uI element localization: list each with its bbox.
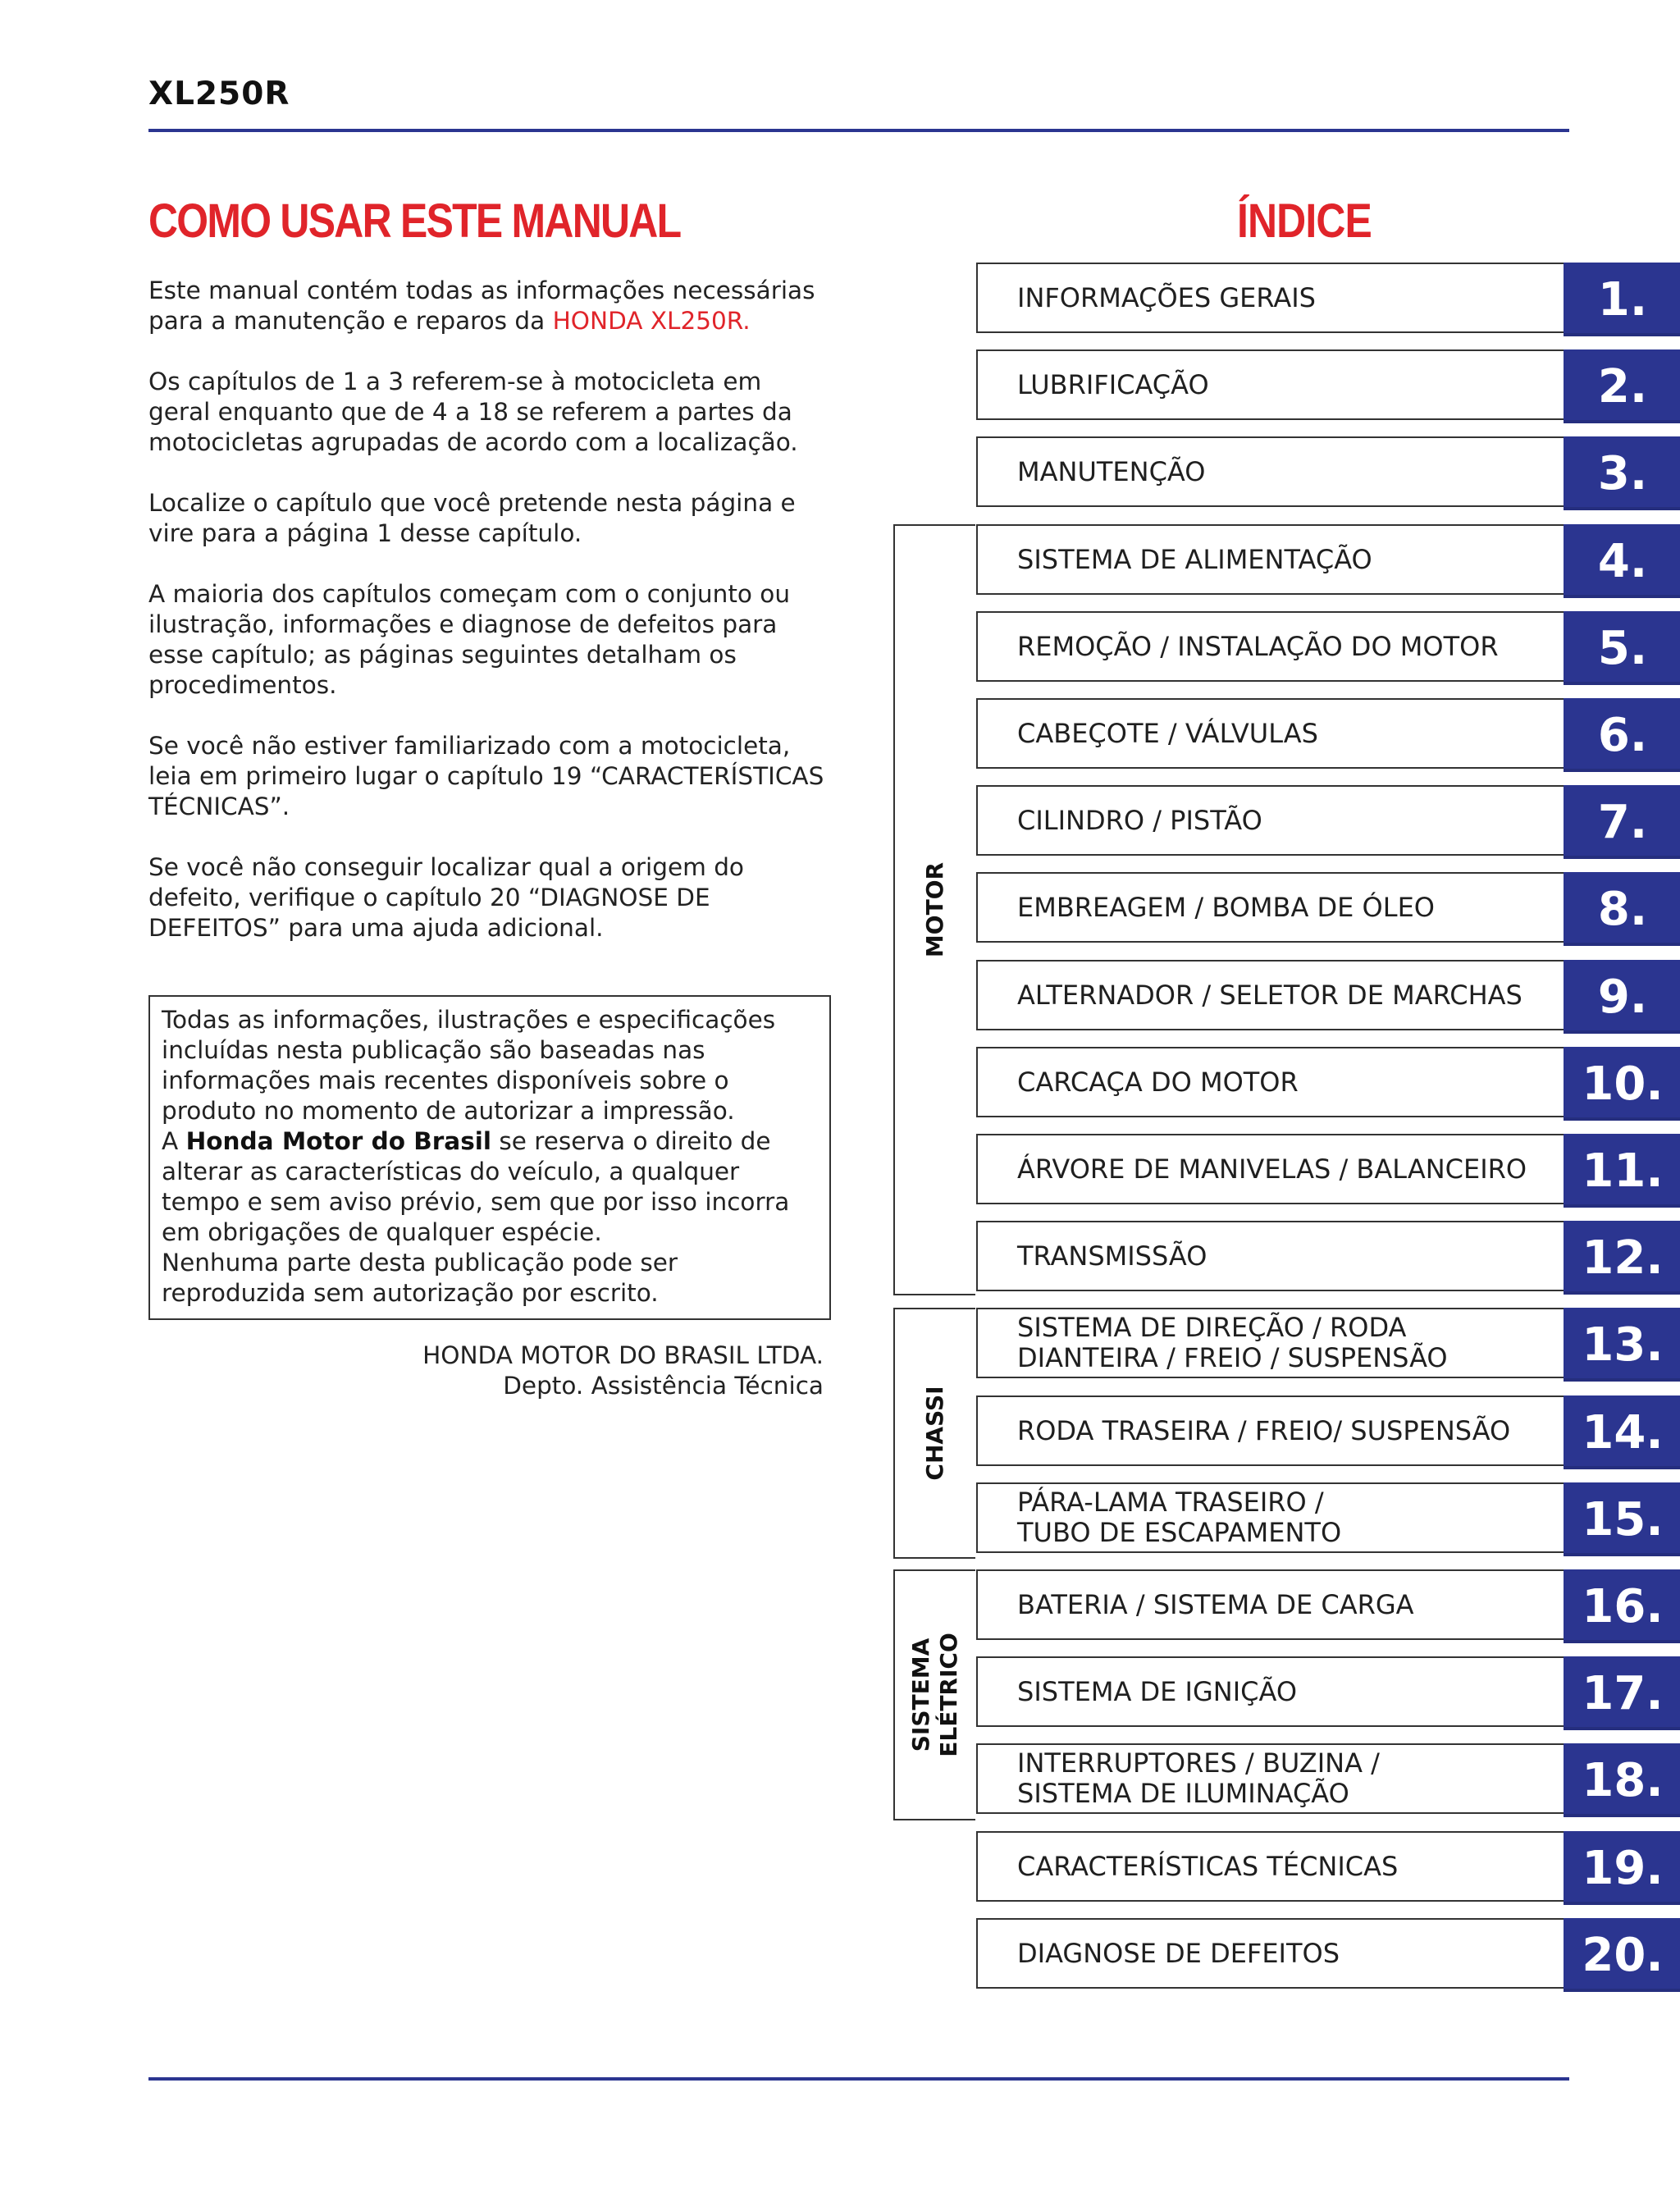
chapter-entry[interactable] [976,1918,1680,1992]
chapter-title-line1: ALTERNADOR / SELETOR DE MARCHAS [1017,979,1522,1011]
chapter-entry[interactable] [976,611,1680,685]
chapter-title-box[interactable] [976,1134,1564,1204]
chapter-number-tab[interactable]: 19. [1564,1831,1680,1905]
chapter-title-line2: DIANTEIRA / FREIO / SUSPENSÃO [1017,1342,1448,1373]
chapter-title [1017,1939,1340,1969]
chapter-entry[interactable] [976,1395,1680,1469]
paragraph-diagnosis: Se você não conseguir localizar qual a origem do defeito, verifique o capítulo 20 “DIAGNOSE DE DEFEITOS” para uma ajuda adicional. [148,853,744,942]
chapter-entry[interactable] [976,263,1680,336]
group-label-eletrico: SISTEMA ELÉTRICO [907,1633,962,1757]
chapter-title-line1: BATERIA / SISTEMA DE CARGA [1017,1588,1414,1620]
group-label-chassi: CHASSI [921,1386,948,1481]
chapter-title-line1: ÁRVORE DE MANIVELAS / BALANCEIRO [1017,1153,1527,1185]
chapter-title-box[interactable] [976,1656,1564,1727]
chapter-number-tab[interactable]: 15. [1564,1482,1680,1556]
model-title: XL250R [148,75,290,112]
chapter-title [1017,1154,1527,1185]
chapter-title [1017,1313,1448,1373]
chapter-entry[interactable] [976,960,1680,1034]
company-name: HONDA MOTOR DO BRASIL LTDA. [422,1341,824,1369]
group-motor [893,524,975,1295]
chapter-number-tab[interactable]: 12. [1564,1221,1680,1295]
chapter-number-tab[interactable]: 4. [1564,524,1680,598]
chapter-title-box[interactable] [976,960,1564,1030]
chapter-title-line1: INTERRUPTORES / BUZINA / [1017,1747,1380,1779]
chapter-title-box[interactable] [976,611,1564,682]
chapter-entry[interactable] [976,1221,1680,1295]
chapter-title-line1: INFORMAÇÕES GERAIS [1017,281,1316,313]
chapter-title-box[interactable] [976,436,1564,507]
chapter-title-line1: LUBRIFICAÇÃO [1017,368,1209,400]
chapter-title [1017,457,1205,487]
paragraph-locate: Localize o capítulo que você pretende nesta página e vire para a página 1 desse capítulo. [148,489,796,547]
chapter-title-line1: SISTEMA DE DIREÇÃO / RODA [1017,1312,1407,1343]
chapter-title-line1: EMBREAGEM / BOMBA DE ÓLEO [1017,891,1435,923]
chapter-title [1017,283,1316,313]
paragraph-structure: A maioria dos capítulos começam com o conjunto ou ilustração, informações e diagnose de defeitos para esse capítulo; as páginas seguintes detalham os procedimentos. [148,580,791,699]
chapter-entry[interactable] [976,1743,1680,1817]
group-eletrico [893,1569,975,1820]
chapter-title-box[interactable] [976,1308,1564,1378]
chapter-title-line1: SISTEMA DE ALIMENTAÇÃO [1017,543,1372,575]
chapter-title-line1: CARACTERÍSTICAS TÉCNICAS [1017,1850,1399,1882]
chapter-number-tab[interactable]: 6. [1564,698,1680,772]
chapter-title-line1: CARCAÇA DO MOTOR [1017,1066,1299,1098]
chapter-title-line2: TUBO DE ESCAPAMENTO [1017,1517,1342,1548]
notice-copyright: Nenhuma parte desta publicação pode ser reproduzida sem autorização por escrito. [162,1249,678,1307]
chapter-title [1017,1590,1414,1620]
how-to-title: COMO USAR ESTE MANUAL [148,194,681,248]
chapter-entry[interactable] [976,1831,1680,1905]
company-bold: Honda Motor do Brasil [185,1127,491,1155]
chapter-number-tab[interactable]: 3. [1564,436,1680,510]
chapter-title [1017,1241,1207,1272]
chapter-number-tab[interactable]: 9. [1564,960,1680,1034]
chapter-entry[interactable] [976,436,1680,510]
chapter-number-tab[interactable]: 1. [1564,263,1680,336]
chapter-title [1017,1487,1341,1548]
index-title: ÍNDICE [1237,194,1372,248]
chapter-entry[interactable] [976,1569,1680,1643]
chapter-title [1017,980,1522,1011]
chapter-title [1017,632,1499,662]
chapter-title-box[interactable] [976,1831,1564,1902]
chapter-title-box[interactable] [976,349,1564,420]
company-signature [148,1341,824,1401]
chapter-title-box[interactable] [976,1569,1564,1640]
chapter-title-box[interactable] [976,1918,1564,1989]
notice-info: Todas as informações, ilustrações e especificações incluídas nesta publicação são baseadas nas informações mais recentes disponíveis sobre o produto no momento de autorizar a impressão. [162,1006,776,1125]
company-dept: Depto. Assistência Técnica [503,1372,824,1400]
chapter-entry[interactable] [976,1134,1680,1208]
chapter-title [1017,1416,1510,1446]
group-chassi [893,1308,975,1559]
chapter-entry[interactable] [976,1047,1680,1121]
chapter-title-line1: CABEÇOTE / VÁLVULAS [1017,717,1318,749]
chapter-number-tab[interactable]: 13. [1564,1308,1680,1382]
notice-rights: A Honda Motor do Brasil se reserva o direito de alterar as características do veículo, a qualquer tempo e sem aviso prévio, sem que por isso incorra em obrigações de qualquer espécie. [162,1127,790,1246]
chapter-entry[interactable] [976,1308,1680,1382]
header-rule [148,129,1569,132]
chapter-entry[interactable] [976,785,1680,859]
chapter-title-box[interactable] [976,698,1564,769]
chapter-title [1017,1677,1297,1707]
chapter-number-tab[interactable]: 20. [1564,1918,1680,1992]
chapter-title-line1: REMOÇÃO / INSTALAÇÃO DO MOTOR [1017,630,1499,662]
chapter-number-tab[interactable]: 7. [1564,785,1680,859]
chapter-title-box[interactable] [976,1482,1564,1553]
chapter-number-tab[interactable]: 8. [1564,872,1680,946]
chapter-number-tab[interactable]: 2. [1564,349,1680,423]
chapter-title [1017,1067,1299,1098]
chapter-title [1017,1748,1380,1809]
chapter-title-line1: MANUTENÇÃO [1017,455,1206,487]
chapter-title-line1: TRANSMISSÃO [1017,1240,1208,1272]
chapter-number-tab[interactable]: 18. [1564,1743,1680,1817]
chapter-title-box[interactable] [976,1221,1564,1291]
how-to-text [148,276,829,974]
chapter-title [1017,806,1262,836]
group-label-motor: MOTOR [921,861,948,958]
chapter-title-box[interactable] [976,524,1564,595]
chapter-title [1017,719,1318,749]
chapter-entry[interactable] [976,1482,1680,1556]
chapter-title [1017,545,1372,575]
chapter-title [1017,370,1209,400]
chapter-number-tab[interactable]: 5. [1564,611,1680,685]
chapter-entry[interactable] [976,524,1680,598]
chapter-entry[interactable] [976,698,1680,772]
chapter-title [1017,893,1435,923]
chapter-title-line1: PÁRA-LAMA TRASEIRO / [1017,1487,1324,1518]
chapter-number-tab[interactable]: 16. [1564,1569,1680,1643]
chapter-title-line2: SISTEMA DE ILUMINAÇÃO [1017,1778,1349,1809]
chapter-title-box[interactable] [976,785,1564,856]
chapter-title-line1: DIAGNOSE DE DEFEITOS [1017,1937,1340,1969]
chapter-title-box[interactable] [976,1743,1564,1814]
chapter-number-tab[interactable]: 11. [1564,1134,1680,1208]
chapter-entry[interactable] [976,872,1680,946]
model-highlight: HONDA XL250R. [552,307,751,335]
paragraph-chapters: Os capítulos de 1 a 3 referem-se à motocicleta em geral enquanto que de 4 a 18 se referem a partes da motocicletas agrupadas de acordo com a localização. [148,368,798,456]
chapter-number-tab[interactable]: 17. [1564,1656,1680,1730]
chapter-title-box[interactable] [976,263,1564,333]
chapter-entry[interactable] [976,1656,1680,1730]
footer-rule [148,2077,1569,2081]
chapter-entry[interactable] [976,349,1680,423]
chapter-number-tab[interactable]: 10. [1564,1047,1680,1121]
paragraph-specs: Se você não estiver familiarizado com a motocicleta, leia em primeiro lugar o capítulo 19 “CARACTERÍSTICAS TÉCNICAS”. [148,732,824,820]
chapter-title [1017,1852,1398,1882]
chapter-title-line1: CILINDRO / PISTÃO [1017,804,1262,836]
chapter-title-box[interactable] [976,1395,1564,1466]
chapter-title-line1: RODA TRASEIRA / FREIO/ SUSPENSÃO [1017,1414,1511,1446]
paragraph-intro: Este manual contém todas as informações necessárias para a manutenção e reparos da HONDA XL250R. [148,276,815,335]
chapter-number-tab[interactable]: 14. [1564,1395,1680,1469]
notice-box [148,995,831,1320]
chapter-title-box[interactable] [976,1047,1564,1117]
chapter-title-box[interactable] [976,872,1564,943]
chapter-title-line1: SISTEMA DE IGNIÇÃO [1017,1675,1297,1707]
